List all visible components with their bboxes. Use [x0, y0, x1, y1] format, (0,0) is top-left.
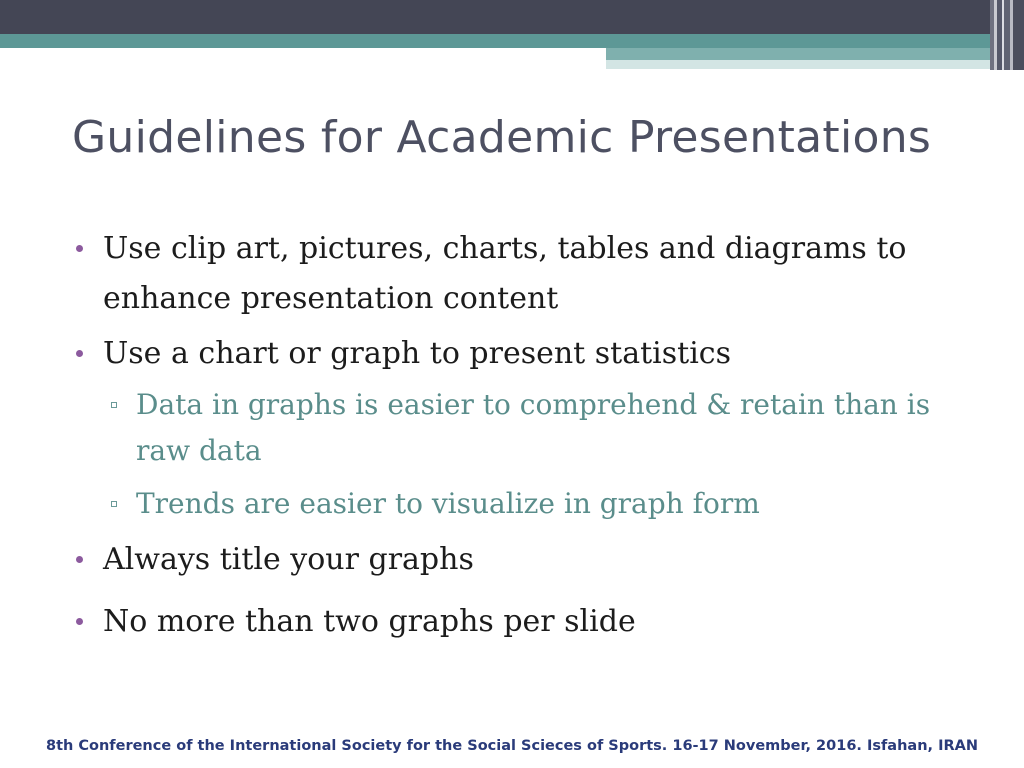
bullet-item	[74, 329, 954, 379]
header-right-stripes	[990, 0, 1024, 70]
slide-footer: 8th Conference of the International Society for the Social Scieces of Sports. 16-17 November, 2016. Isfahan, IRAN	[45, 738, 978, 754]
slide-content	[74, 224, 954, 647]
bullet-text: Use clip art, pictures, charts, tables and diagrams to enhance presentation content	[103, 231, 907, 316]
sub-bullet-item	[74, 481, 954, 527]
header-light-band	[606, 60, 1000, 69]
sub-bullet-square-icon	[111, 402, 117, 408]
slide-title: Guidelines for Academic Presentations	[72, 112, 932, 163]
sub-bullet-text: Trends are easier to visualize in graph form	[136, 487, 760, 520]
bullet-text: No more than two graphs per slide	[103, 604, 636, 639]
header-dark-band	[0, 0, 1024, 34]
bullet-dot-icon	[76, 618, 83, 625]
bullet-item	[74, 597, 954, 647]
bullet-text: Use a chart or graph to present statistics	[103, 336, 732, 371]
sub-bullet-item	[74, 382, 954, 474]
bullet-item	[74, 535, 954, 585]
sub-bullet-text: Data in graphs is easier to comprehend & retain than is raw data	[136, 388, 931, 467]
header-teal-band	[0, 34, 1000, 48]
bullet-text: Always title your graphs	[103, 542, 474, 577]
header-teal-band-secondary	[606, 48, 1000, 60]
bullet-dot-icon	[76, 556, 83, 563]
bullet-item	[74, 224, 954, 324]
bullet-dot-icon	[76, 350, 83, 357]
sub-bullet-square-icon	[111, 501, 117, 507]
bullet-dot-icon	[76, 245, 83, 252]
